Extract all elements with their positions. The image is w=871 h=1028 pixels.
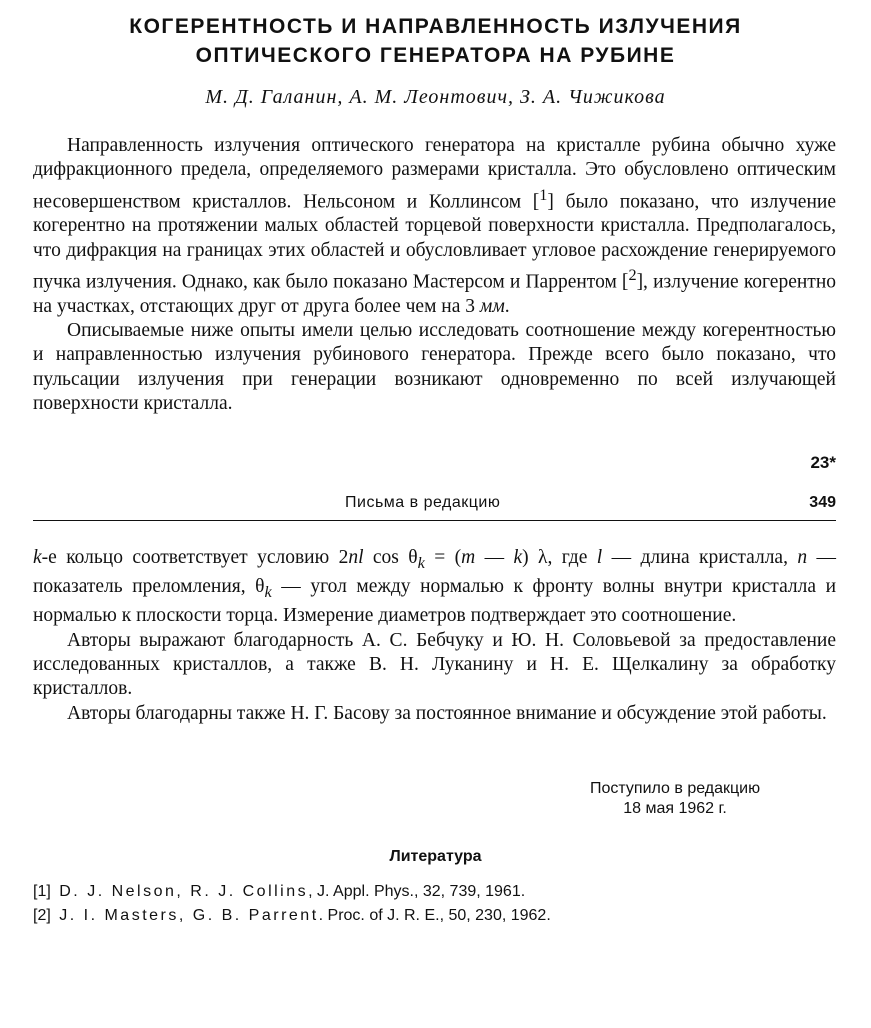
reference-item: [33, 904, 551, 928]
continuation-paragraph-1: [33, 546, 836, 629]
title-line-2: ОПТИЧЕСКОГО ГЕНЕРАТОРА НА РУБИНЕ: [195, 44, 676, 67]
citation-ref-1: 1: [539, 185, 548, 204]
text-run: — угол между нормалью к фронту волны внутри кристалла и нормалью к плоскости торца. Измерение диаметров подтверждает это соотношение.: [33, 576, 836, 627]
continuation-paragraph-2: Авторы выражают благодарность А. С. Бебчуку и Ю. Н. Соловьевой за предоставление исследованных кристаллов, а также В. Н. Луканину и Н. Е. Щелкалину за обработку кристаллов.: [33, 629, 836, 700]
received-date: [590, 779, 760, 819]
reference-authors: J. I. Masters, G. B. Parrent: [59, 907, 319, 924]
received-line-2: 18 мая 1962 г.: [623, 800, 727, 817]
text-run: —: [475, 547, 514, 568]
text-run: = (: [424, 547, 462, 568]
section-title: Письма в редакцию: [345, 494, 501, 511]
text-run: cos θ: [363, 547, 418, 568]
continuation-paragraph-3: Авторы благодарны также Н. Г. Басову за постоянное внимание и обсуждение этой работы.: [67, 702, 827, 724]
footnote-mark: 23*: [810, 453, 836, 472]
intro-paragraph-2: Описываемые ниже опыты имели целью исследовать соотношение между когерентностью и направленностью излучения рубинового генератора. Прежде всего было показано, что пульсации излучения при генерации возникают одновременно по всей излучающей поверхности кристалла.: [33, 320, 836, 414]
math-subscript: k: [417, 553, 425, 572]
reference-source: , J. Appl. Phys., 32, 739, 1961.: [308, 883, 526, 900]
citation-ref-2: 2: [628, 265, 637, 284]
reference-item: [33, 880, 551, 904]
article-title: [0, 12, 871, 70]
reference-source: . Proc. of J. R. E., 50, 230, 1962.: [318, 907, 551, 924]
text-run: ) λ, где: [522, 547, 597, 568]
text-run: ], излучение когерентно на участках, отстающих друг от друга более чем на 3: [33, 271, 837, 317]
reference-number: [2]: [33, 907, 51, 924]
text-run: .: [504, 295, 510, 317]
text-run: Направленность излучения оптического генератора на кристалле рубина обычно хуже дифракционного предела, определяемого размерами кристалла. Это обусловлено оптическим несовершенством кристаллов. Нельсоном и Коллинсом [: [33, 135, 836, 213]
reference-authors: D. J. Nelson, R. J. Collins: [59, 883, 309, 900]
received-line-1: Поступило в редакцию: [590, 780, 761, 797]
math-var: k: [33, 547, 42, 568]
reference-list: [33, 880, 551, 928]
intro-paragraph-1: [33, 134, 836, 319]
text-run: — показатель преломления, θ: [33, 547, 836, 598]
math-var: l: [596, 547, 603, 568]
text-run: -е кольцо соответствует условию 2: [41, 547, 349, 568]
title-line-1: КОГЕРЕНТНОСТЬ И НАПРАВЛЕННОСТЬ ИЗЛУЧЕНИЯ: [129, 15, 742, 38]
reference-number: [1]: [33, 883, 51, 900]
text-run: — длина кристалла,: [602, 547, 798, 568]
math-var: n: [797, 547, 808, 568]
continuation-text: [33, 546, 836, 726]
math-var: nl: [348, 547, 364, 568]
literature-heading: Литература: [389, 848, 482, 865]
math-subscript: k: [264, 583, 272, 602]
math-var: m: [461, 547, 476, 568]
unit-mm: мм: [479, 295, 505, 317]
author-list: М. Д. Галанин, А. М. Леонтович, З. А. Чижикова: [205, 86, 666, 108]
intro-text: [33, 134, 836, 416]
text-run: ] было показано, что излучение когерентно на протяжении малых областей торцевой поверхности кристалла. Предполагалось, что дифракция на границах этих областей и обусловливает угловое расхождение генерируемого пучка излучения. Однако, как было показано Мастерсом и Паррентом [: [33, 191, 836, 293]
header-rule: [33, 520, 836, 521]
page-number: 349: [809, 494, 836, 511]
math-var: k: [513, 547, 523, 568]
